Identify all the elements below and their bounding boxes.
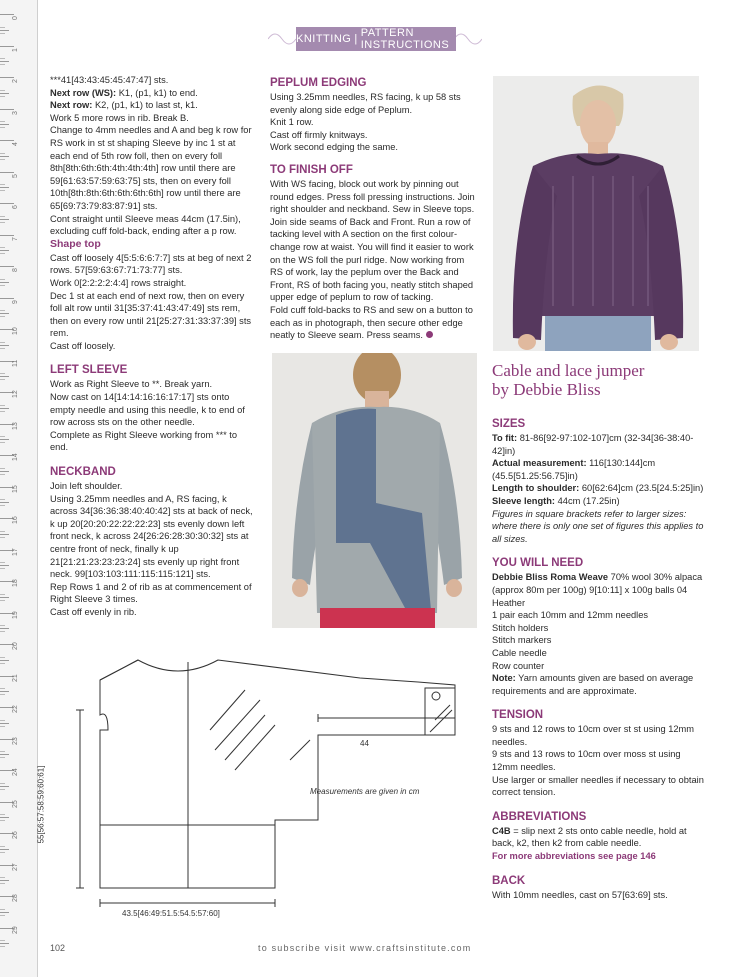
left-sleeve-heading: LEFT SLEEVE [50,364,128,377]
ruler-tick [0,502,9,503]
ruler-tick [0,298,14,299]
instruction-text: Work 0[2:2:2:2:4:4] rows straight. [50,277,187,288]
ruler-number: 14 [12,453,19,461]
ruler-tick [0,943,9,944]
instruction-text: Now cast on 14[14:14:16:16:17:17] sts onto empty needle and using this needle, k to end of row across sts on the other needle. [50,392,245,428]
instruction-text: Cont straight until Sleeve meas 44cm (17.5in), excluding cuff fold-back, ending after a p row. [50,213,241,237]
ruler-tick [0,411,5,412]
abbreviation-c4b: C4B = slip next 2 sts onto cable needle, hold at back, k2, then k2 from cable needle. [492,825,687,849]
ruler-tick [0,203,14,204]
ruler-tick [0,657,5,658]
ruler-tick [0,30,9,31]
width-label: 43.5[46:49:51.5:54.5:57:60] [122,909,220,918]
ruler-number: 6 [12,205,19,209]
shape-top-heading: Shape top [50,237,101,250]
instruction-text: Cast off evenly in rib. [50,606,137,617]
ruler-tick [0,405,5,406]
size-shoulder: Length to shoulder: 60[62:64]cm (23.5[24.5:25]in) [492,483,704,494]
ruler-tick [0,723,9,724]
ruler-number: 5 [12,173,19,178]
ruler-tick [0,817,9,818]
instruction-text: Complete as Right Sleeve working from *** to end. [50,429,238,453]
ruler-tick [0,691,9,692]
design-credit [492,361,644,399]
ruler-number: 8 [12,268,19,272]
sizes-note: Figures in square brackets refer to larger sizes: where there is only one set of figures this applies to all sizes. [492,508,704,544]
ruler-tick [0,216,5,217]
ruler-tick [0,190,5,191]
ruler-tick [0,316,5,317]
ruler-tick [0,219,9,220]
ruler-tick [0,90,5,91]
ruler-tick [0,247,5,248]
finish-off-heading: TO FINISH OFF [270,163,353,176]
ruler-tick [0,562,5,563]
ruler-tick [0,14,14,15]
instruction-text: Cast off loosely 4[5:5:6:6:7:7] sts at beg of next 2 rows. 57[59:63:67:71:73:77] sts. [50,252,252,276]
size-actual: Actual measurement: 116[130:144]cm (45.5[51.25:56.75]in) [492,458,656,481]
ruler-tick [0,537,5,538]
ruler-tick [0,93,9,94]
ruler-tick [0,172,14,173]
ruler-tick [0,379,5,380]
ruler-tick [0,156,9,157]
ruler-number: 20 [12,642,19,650]
ruler-number: 2 [12,79,19,83]
more-abbreviations-link[interactable]: For more abbreviations see page 146 [492,851,656,862]
instruction-text: Using 3.25mm needles, RS facing, k up 58 sts evenly along side edge of Peplum. [270,92,461,115]
ruler-tick [0,846,5,847]
ruler-tick [0,282,9,283]
ruler-tick [0,127,5,128]
ruler-tick [0,789,5,790]
height-label: 55[56:57:58:59:60:61] [36,765,46,844]
ruler-tick [0,946,5,947]
photo-back-view [272,353,477,628]
header-section: KNITTING [296,33,352,45]
need-item: Stitch holders [492,622,549,633]
next-row-ws: Next row (WS): K1, (p1, k1) to end. [50,87,198,98]
ruler-tick [0,915,5,916]
instruction-text: Dec 1 st at each end of next row, then on every foll alt row until 31[35:37:41:43:47:49] sts rem, then on every row until 21[25:27:31:33:37:39] sts rem. [50,290,252,339]
page-number: 102 [50,943,66,953]
ruler-tick [0,568,5,569]
instruction-text: Work as Right Sleeve to **. Break yarn. [50,379,213,390]
instruction-text: With WS facing, block out work by pinning out round edges. Press foll pressing instructions. Join right shoulder and neckband. Sew in Sleeve tops. Join side seams of Back and Front. Run a row of tacking level with A section on the first colour-change row at waist. You will find it easier to work on the WS foll the purl ridge. Now working from RS of work, lay the peplum over the Back and Front, RS of both facing you, neatly stitch shaped upper edge of peplum to row of tacking. [270,178,475,303]
column-right [492,418,704,901]
need-item: Row counter [492,660,545,671]
ruler-tick [0,940,5,941]
ruler-tick [0,597,9,598]
ruler-tick [0,726,5,727]
ruler-number: 22 [12,705,19,713]
ruler-tick [0,499,5,500]
header-title: PATTERN INSTRUCTIONS [360,27,450,51]
ruler-tick [0,250,9,251]
ruler-number: 19 [12,610,19,619]
ruler-tick [0,660,9,661]
ruler-tick [0,531,5,532]
ruler-tick [0,27,5,28]
instruction-text: Change to 4mm needles and A and beg k row for RS work in st st shaping Sleeve by inc 1 st at each end of 5th row foll, then on every foll 8th[8th:6th:6th:4th:4th:4th] row until there are 59[61:63:57:59:63:75] sts, then on every foll 10th[8th:8th:6th:6th:6th:6th] row until there are 65[69:73:79:83:87:91] sts. [50,125,252,211]
ruler-tick [0,342,5,343]
ruler-number: 25 [12,799,19,808]
ruler-tick [0,694,5,695]
instruction-text: Cast off firmly knitways. [270,129,368,140]
ruler-number: 13 [12,421,19,430]
end-bullet-icon [426,331,433,338]
instruction-text: Using 3.25mm needles and A, RS facing, k across 34[36:36:38:40:40:42] sts at back of neck, k up 20[20:20:22:22:22:23] sts evenly down left front neck, k across 24[26:26:28:30:30:32] sts at centre front of neck, finally k up 21[21:21:23:23:23:24] sts evenly up right front neck. 99[103:103:111:115:115:121] sts. [50,493,253,580]
ruler-tick [0,348,5,349]
ruler-tick [0,96,5,97]
ruler-tick [0,109,14,110]
size-fit: To fit: 81-86[92-97:102-107]cm (32-34[36-38:40-42]in) [492,433,694,456]
ruler-tick [0,313,9,314]
instruction-text: Work second edging the same. [270,142,398,153]
ruler-tick [0,408,9,409]
ruler-tick [0,720,5,721]
ruler-tick [0,505,5,506]
ruler-tick [0,285,5,286]
ruler-tick [0,474,5,475]
ruler-tick [0,852,5,853]
ruler-tick [0,266,14,267]
ruler-tick [0,880,9,881]
ruler-number: 10 [12,327,19,335]
ruler-tick [0,600,5,601]
yarn-note: Note: Yarn amounts given are based on average requirements and are approximate. [492,673,694,696]
ruler-tick [0,33,5,34]
ruler-tick [0,754,9,755]
abbreviations-heading: ABBREVIATIONS [492,810,587,823]
ruler-number: 0 [12,16,19,20]
neckband-heading: NECKBAND [50,466,116,479]
ruler-number: 15 [12,484,19,493]
ruler-tick [0,140,14,141]
need-item: Stitch markers [492,635,552,646]
ruler-number: 26 [12,831,19,839]
ruler-tick [0,439,9,440]
sleeve-length-label: 44 [360,739,369,748]
instruction-text: Cast off loosely. [50,340,116,351]
ruler-tick [0,376,9,377]
instruction-text: Rep Rows 1 and 2 of rib as at commencement of Right Sleeve 3 times. [50,581,252,605]
ruler-number: 29 [12,925,19,934]
ruler-tick [0,121,5,122]
tension-text: Use larger or smaller needles if necessary to obtain correct tension. [492,774,704,798]
ruler-number: 12 [12,390,19,398]
ruler-tick [0,153,5,154]
ruler-tick [0,820,5,821]
instruction-text: Fold cuff fold-backs to RS and sew on a button to each as in photograph, then secure other edge neatly to Sleeve seam. Press seams. [270,304,473,341]
tension-heading: TENSION [492,709,544,722]
ruler-tick [0,786,9,787]
ruler-tick [0,442,5,443]
ruler-tick [0,883,5,884]
sizes-heading: SIZES [492,418,526,430]
yarn-info: Debbie Bliss Roma Weave 70% wool 30% alpaca (approx 80m per 100g) 9[10:11] x 100g balls 04 Heather [492,572,703,608]
size-sleeve: Sleeve length: 44cm (17.25in) [492,495,620,506]
photo-front-view [493,76,699,351]
ruler-tick [0,253,5,254]
ruler-number: 17 [12,547,19,556]
ruler-number: 9 [12,299,19,304]
ruler-tick [0,61,9,62]
ruler-tick [0,625,5,626]
ruler-tick [0,783,5,784]
ruler-tick [0,64,5,65]
back-heading: BACK [492,874,526,887]
ruler-tick [0,436,5,437]
need-item: 1 pair each 10mm and 12mm needles [492,610,649,621]
ruler-number: 7 [12,236,19,241]
ruler-tick [0,688,5,689]
need-item: Cable needle [492,647,547,658]
ruler-number: 18 [12,579,19,587]
next-row: Next row: K2, (p1, k1) to last st, k1. [50,100,198,111]
ruler-number: 4 [12,142,19,146]
ruler-tick [0,814,5,815]
ruler-tick [0,187,9,188]
ruler-number: 11 [12,359,19,367]
instruction-text: Knit 1 row. [270,117,314,128]
ruler-number: 21 [12,673,19,682]
ruler-tick [0,310,5,311]
ruler-tick [0,877,5,878]
back-text: With 10mm needles, cast on 57[63:69] sts. [492,889,668,900]
ruler-tick [0,345,9,346]
you-will-need-heading: YOU WILL NEED [492,557,584,570]
ruler-number: 27 [12,862,19,871]
measurements-note: Measurements are given in cm [310,787,420,796]
ruler-tick [0,594,5,595]
design-name: Cable and lace jumper [492,361,645,380]
instruction-text: Join left shoulder. [50,481,123,492]
ruler-number: 23 [12,736,19,745]
ruler-number: 28 [12,894,19,902]
tension-text: 9 sts and 13 rows to 10cm over moss st using 12mm needles. [492,749,681,773]
subscribe-url[interactable]: to subscribe visit www.craftsinstitute.com [258,943,472,953]
ruler-tick [0,912,9,913]
garment-schematic [60,650,480,920]
ruler-tick [0,468,5,469]
ruler-tick [0,751,5,752]
ruler-tick [0,373,5,374]
ruler-tick [0,565,9,566]
ruler-tick [0,235,14,236]
ruler-tick [0,159,5,160]
ruler-tick [0,77,14,78]
ruler-tick [0,849,9,850]
ruler-tick [0,279,5,280]
header-separator: | [354,33,358,45]
instruction-text: Work 5 more rows in rib. Break B. [50,112,189,123]
sleeve-intro: ***41[43:43:45:45:47:47] sts. [50,75,169,85]
ruler-number: 16 [12,516,19,524]
ruler-tick [0,222,5,223]
ruler-tick [0,46,14,47]
ruler-tick [0,184,5,185]
column-left [50,74,254,619]
ruler-number: 1 [12,47,19,52]
ruler-tick [0,628,9,629]
ruler-tick [0,124,9,125]
measurement-diagram [36,650,480,920]
measuring-ruler [0,0,38,977]
peplum-edging-heading: PEPLUM EDGING [270,77,367,89]
ruler-tick [0,757,5,758]
designer-name: by Debbie Bliss [492,380,601,399]
ruler-tick [0,631,5,632]
ruler-tick [0,663,5,664]
column-middle [270,77,478,342]
ruler-number: 24 [12,768,19,776]
ruler-tick [0,471,9,472]
ruler-tick [0,58,5,59]
ruler-tick [0,909,5,910]
ruler-number: 3 [12,110,19,115]
section-header-tag [296,27,456,51]
ruler-tick [0,534,9,535]
tension-text: 9 sts and 12 rows to 10cm over st st using 12mm needles. [492,724,695,747]
